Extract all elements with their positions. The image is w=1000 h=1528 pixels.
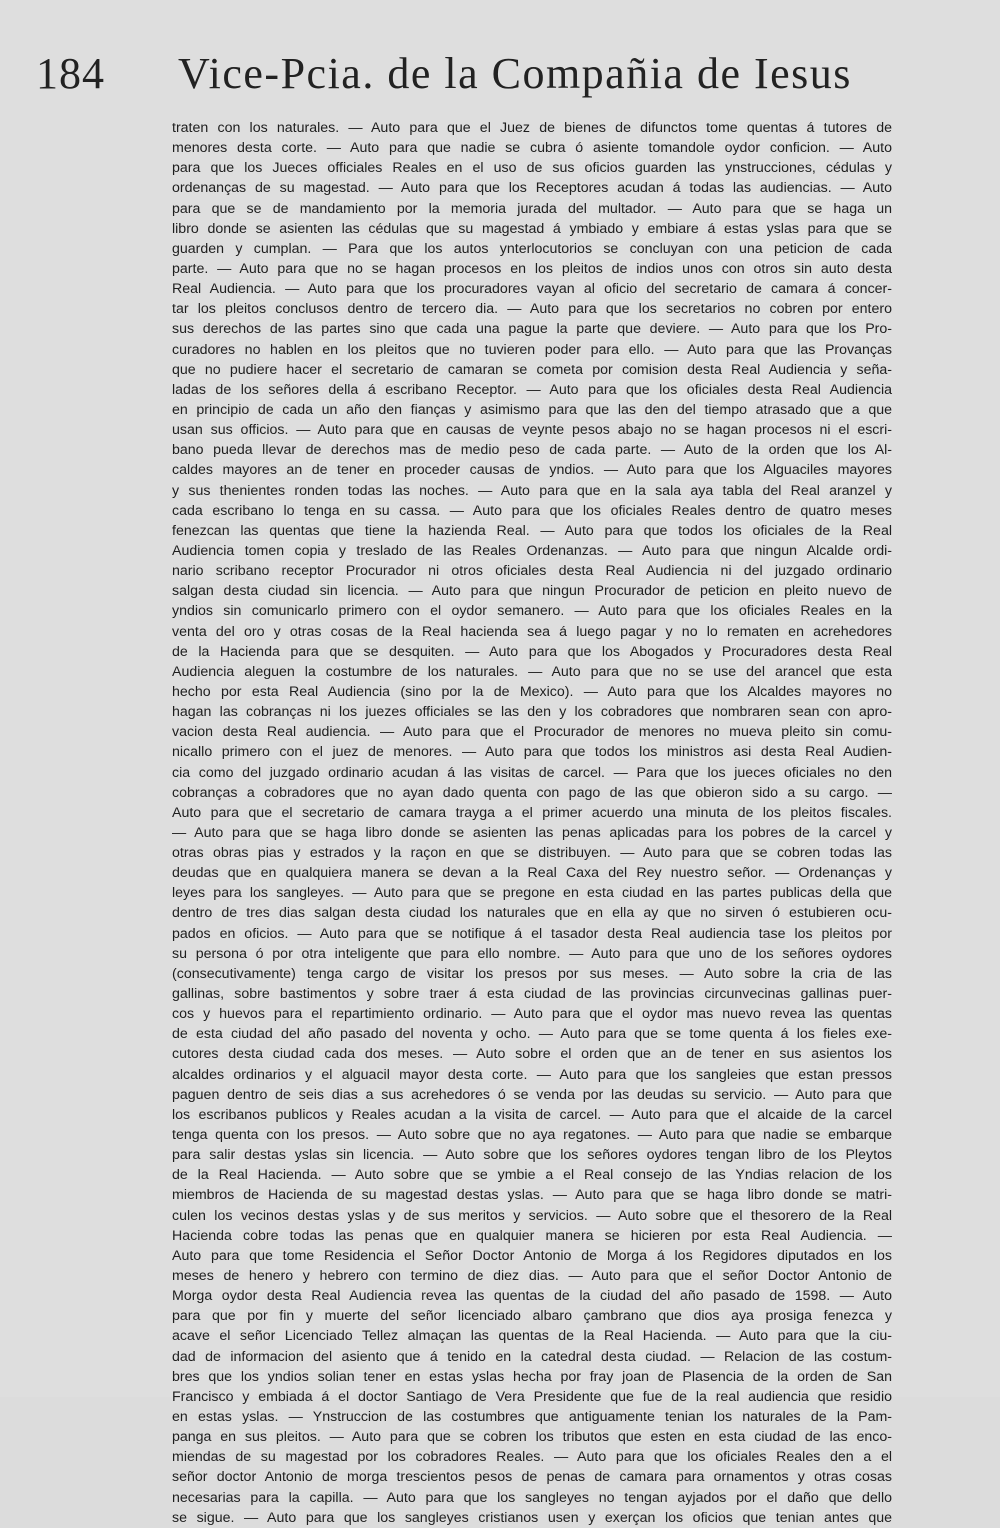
text-line: curadores no hablen en los pleitos que no tuvieren poder para ello. — Auto para que las Provanças bbox=[172, 341, 892, 358]
text-line: Francisco y embiada á el doctor Santiago de Vera Presidente que fue de la real audiencia que residio bbox=[172, 1388, 892, 1405]
text-line: de esta ciudad del año pasado del noventa y ocho. — Auto para que se tome quenta á los fieles exe- bbox=[172, 1026, 892, 1043]
text-line: — Auto para que se haga libro donde se asienten las penas aplicadas para los pobres de la carcel y bbox=[172, 824, 892, 841]
text-line: cada escribano lo tenga en su cassa. — Auto para que los oficiales Reales dentro de quatro meses bbox=[172, 502, 892, 519]
text-line: cutores desta ciudad cada dos meses. — Auto sobre el orden que an de tener en sus asientos los bbox=[172, 1046, 892, 1063]
text-line: panga en sus pleitos. — Auto para que se cobren los tributos que esten en esta ciudad de las enco- bbox=[172, 1429, 892, 1446]
text-line: libro donde se asienten las cédulas que su magestad á ymbiado y embiare á estas yslas para que se bbox=[172, 220, 892, 237]
text-line: se sigue. — Auto para que los sangleyes cristianos usen y exerçan los oficios que tenian antes que bbox=[172, 1509, 892, 1526]
text-line: bano pueda llevar de derechos mas de medio peso de cada parte. — Auto de la orden que los Al- bbox=[172, 442, 892, 459]
page-number: 184 bbox=[36, 49, 105, 98]
running-title: Vice-Pcia. de la Compañia de Iesus bbox=[178, 49, 852, 98]
text-line: para que los Jueces officiales Reales en el uso de sus oficios guarden las ynstrucciones, cédulas y bbox=[172, 160, 892, 177]
text-line: tar los pleitos conclusos dentro de tercero dia. — Auto para que los secretarios no cobren por entero bbox=[172, 301, 892, 318]
text-line: que no pudiere hacer el secretario de camaran se cometa por comision desta Real Audiencia y seña- bbox=[172, 361, 892, 378]
text-line: salgan desta ciudad sin licencia. — Auto para que ningun Procurador de peticion en pleito nuevo de bbox=[172, 583, 892, 600]
text-line: miendas de su magestad por los cobradores Reales. — Auto para que los oficiales Reales den a el bbox=[172, 1449, 892, 1466]
text-line: otras obras pias y estrados y la raçon en que se distribuyen. — Auto para que se cobren todas las bbox=[172, 845, 892, 862]
text-line: usan sus officios. — Auto para que en causas de veynte pesos abajo no se hagan procesos ni el escri- bbox=[172, 422, 892, 439]
text-line: señor doctor Antonio de morga trescientos pesos de penas de camara para ornamentos y otras cosas bbox=[172, 1469, 892, 1486]
text-line: Hacienda cobre todas las penas que en qualquier manera se hicieren por esta Real Audiencia. — bbox=[172, 1227, 892, 1244]
text-line: paguen dentro de seis dias a sus acrehedores ó se venda por las deudas su servicio. — Auto para que bbox=[172, 1086, 892, 1103]
text-line: parte. — Auto para que no se hagan procesos en los pleitos de indios unos con otros sin auto desta bbox=[172, 260, 892, 277]
text-line: culen los vecinos destas yslas y de sus meritos y servicios. — Auto sobre que el thesorero de la Real bbox=[172, 1207, 892, 1224]
text-line: Morga oydor desta Real Audiencia revea las quentas de la ciudad del año pasado de 1598. — Auto bbox=[172, 1288, 892, 1305]
text-line: su persona ó por otra inteligente que para ello nombre. — Auto para que uno de los señores oydores bbox=[172, 945, 892, 962]
text-line: ordenanças de su magestad. — Auto para que los Receptores acudan á todas las audiencias. — Auto bbox=[172, 180, 892, 197]
text-line: cos y huevos para el repartimiento ordinario. — Auto para que el oydor mas nuevo revea las quentas bbox=[172, 1006, 892, 1023]
text-line: tenga quenta con los presos. — Auto sobre que no aya regatones. — Auto para que nadie se embarque bbox=[172, 1127, 892, 1144]
text-line: bres que los yndios solian tener en estas yslas hecha por fray joan de Plasencia de la orden de San bbox=[172, 1368, 892, 1385]
text-line: hagan las cobranças ni los juezes officiales se las den y los cobradores que nombraren sean con apro- bbox=[172, 704, 892, 721]
text-line: ladas de los señores della á escribano Receptor. — Auto para que los oficiales desta Real Audiencia bbox=[172, 381, 892, 398]
text-line: necesarias para la capilla. — Auto para que los sangleyes no tengan ayjados por el daño que dello bbox=[172, 1489, 892, 1506]
page-header bbox=[36, 48, 906, 108]
text-line: nicallo primero con el juez de menores. — Auto para que todos los ministros asi desta Real Audien- bbox=[172, 744, 892, 761]
text-line: meses de henero y hebrero con termino de diez dias. — Auto para que el señor Doctor Antonio de bbox=[172, 1268, 892, 1285]
text-line: sus derechos de las partes sino que cada una pague la parte que deviere. — Auto para que los Pro- bbox=[172, 321, 892, 338]
text-line: hecho por esta Real Audiencia (sino por la de Mexico). — Auto para que los Alcaldes mayores no bbox=[172, 683, 892, 700]
text-line: de la Hacienda para que se desquiten. — Auto para que los Abogados y Procuradores desta Real bbox=[172, 643, 892, 660]
text-line: leyes para los sangleyes. — Auto para que se pregone en esta ciudad en las partes publicas della que bbox=[172, 885, 892, 902]
body-text bbox=[172, 118, 892, 1526]
text-line: y sus thenientes ronden todas las noches. — Auto para que en la sala aya tabla del Real aranzel y bbox=[172, 482, 892, 499]
text-line: (consecutivamente) tenga cargo de visitar los presos por sus meses. — Auto sobre la cria de las bbox=[172, 965, 892, 982]
text-line: los escribanos publicos y Reales acudan a la visita de carcel. — Auto para que el alcaide de la carcel bbox=[172, 1106, 892, 1123]
text-line: deudas que en qualquiera manera se devan a la Real Caxa del Rey nuestro señor. — Ordenanças y bbox=[172, 865, 892, 882]
text-line: gallinas, sobre bastimentos y sobre traer á esta ciudad de las provincias circunvecinas gallinas puer- bbox=[172, 986, 892, 1003]
text-line: Audiencia aleguen la costumbre de los naturales. — Auto para que no se use del arancel que esta bbox=[172, 663, 892, 680]
text-line: traten con los naturales. — Auto para que el Juez de bienes de difunctos tome quentas á tutores de bbox=[172, 120, 892, 136]
text-line: alcaldes ordinarios y el alguacil mayor desta corte. — Auto para que los sangleies que estan pressos bbox=[172, 1066, 892, 1083]
text-line: para que se de mandamiento por la memoria jurada del multador. — Auto para que se haga un bbox=[172, 200, 892, 217]
text-line: Audiencia tomen copia y treslado de las Reales Ordenanzas. — Auto para que ningun Alcalde ordi- bbox=[172, 542, 892, 559]
text-line: cia como del juzgado ordinario acudan á las visitas de carcel. — Para que los jueces oficiales no den bbox=[172, 764, 892, 781]
text-line: de la Real Hacienda. — Auto sobre que se ymbie a el Real consejo de las Yndias relacion de los bbox=[172, 1167, 892, 1184]
text-line: miembros de Hacienda de su magestad destas yslas. — Auto para que se haga libro donde se matri- bbox=[172, 1187, 892, 1204]
text-line: Auto para que tome Residencia el Señor Doctor Antonio de Morga á los Regidores diputados en los bbox=[172, 1247, 892, 1264]
text-line: nario scribano receptor Procurador ni otros oficiales desta Real Audiencia ni del juzgado ordinario bbox=[172, 563, 892, 580]
text-line: en estas yslas. — Ynstruccion de las costumbres que antiguamente tenian los naturales de la Pam- bbox=[172, 1409, 892, 1425]
text-line: para salir destas yslas sin licencia. — Auto sobre que los señores oydores tengan libro de los Pleytos bbox=[172, 1147, 892, 1164]
text-line: venta del oro y otras cosas de la Real hacienda sea á luego pagar y no lo rematen en acrehedores bbox=[172, 623, 892, 640]
text-line: pados en oficios. — Auto para que se notifique á el tasador desta Real audiencia tase los pleitos por bbox=[172, 925, 892, 942]
text-line: fenezcan las quentas que tiene la hazienda Real. — Auto para que todos los oficiales de la Real bbox=[172, 522, 892, 539]
text-line: menores desta corte. — Auto para que nadie se cubra ó asiente tomandole oydor conficion. — Auto bbox=[172, 140, 892, 157]
text-line: guarden y cumplan. — Para que los autos ynterlocutorios se concluyan con una peticion de cada bbox=[172, 240, 892, 257]
text-line: en principio de cada un año den fianças y asimismo para que las den del tiempo atrasado que a que bbox=[172, 401, 892, 418]
text-line: Real Audiencia. — Auto para que los procuradores vayan al oficio del secretario de camara á concer- bbox=[172, 281, 892, 298]
text-line: dad de informacion del asiento que á tenido en la catedral desta ciudad. — Relacion de las costum- bbox=[172, 1348, 892, 1365]
text-line: dentro de tres dias salgan desta ciudad los naturales que en ella ay que no sirven ó estubieren ocu- bbox=[172, 905, 892, 922]
text-line: vacion desta Real audiencia. — Auto para que el Procurador de menores no mueva pleito sin comu- bbox=[172, 724, 892, 741]
text-line: caldes mayores an de tener en proceder causas de yndios. — Auto para que los Alguaciles mayores bbox=[172, 462, 892, 479]
text-line: para que por fin y muerte del señor licenciado albaro çambrano que dios aya prosiga fenezca y bbox=[172, 1308, 892, 1325]
text-line: cobranças a cobradores que no ayan dado quenta con pago de las que obieron sido a su cargo. — bbox=[172, 784, 892, 801]
text-line: Auto para que el secretario de camara trayga a el primer acuerdo una minuta de los pleitos fiscales. bbox=[172, 804, 892, 821]
text-line: acave el señor Licenciado Tellez almaçan las quentas de la Real Hacienda. — Auto para que la ciu- bbox=[172, 1328, 892, 1345]
text-line: yndios sin comunicarlo primero con el oydor semanero. — Auto para que los oficiales Reales en la bbox=[172, 603, 892, 620]
